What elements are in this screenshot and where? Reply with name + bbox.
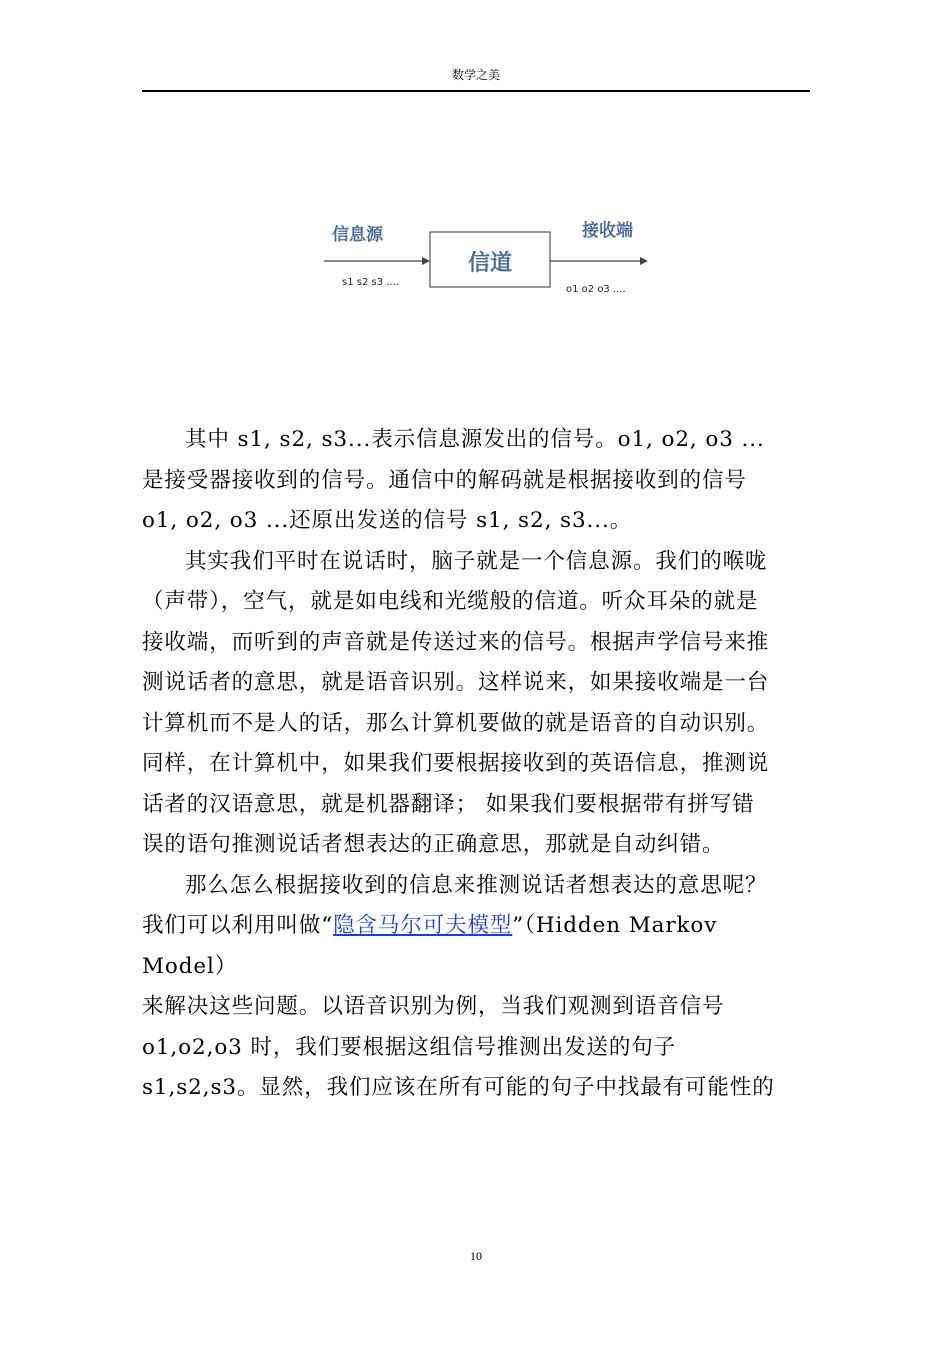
header-title: 数学之美 — [451, 68, 500, 82]
text-line: ”（Hidden Markov Model） — [142, 913, 718, 979]
text-line: o1,o2,o3 时，我们要根据这组信号推测出发送的句子 — [142, 1034, 677, 1060]
text-line: （声带），空气，就是如电线和光缆般的信道。听众耳朵的就是 — [142, 589, 759, 614]
text-line: 其中 s1, s2, s3...表示信息源发出的信号。o1, o2, o3 ... — [185, 427, 765, 452]
input-arrowhead — [422, 257, 430, 265]
paragraph-3 — [142, 866, 812, 1109]
channel-label: 信道 — [467, 251, 513, 276]
output-signals: o1 o2 o3 .... — [566, 284, 626, 295]
page-number: 10 — [470, 1249, 482, 1263]
text-line: 话者的汉语意思，就是机器翻译； 如果我们要根据带有拼写错 — [142, 791, 755, 817]
text-line: 是接受器接收到的信号。通信中的解码就是根据接收到的信号 — [142, 467, 747, 493]
body-text — [142, 420, 812, 1109]
source-label: 信息源 — [332, 225, 383, 245]
input-signals: s1 s2 s3 .... — [342, 277, 399, 288]
page-header — [142, 64, 810, 92]
text-line: 其实我们平时在说话时，脑子就是一个信息源。我们的喉咙 — [185, 548, 768, 574]
paragraph-1 — [142, 420, 812, 542]
hmm-link[interactable]: 隐含马尔可夫模型 — [333, 913, 513, 938]
text-line: 同样，在计算机中，如果我们要根据接收到的英语信息，推测说 — [142, 751, 770, 776]
text-line: 接收端，而听到的声音就是传送过来的信号。根据声学信号来推 — [142, 629, 770, 655]
paragraph-2 — [142, 542, 812, 866]
text-line: 我们可以利用叫做“ — [142, 913, 334, 938]
text-line: s1,s2,s3。显然，我们应该在所有可能的句子中找最有可能性的 — [142, 1075, 775, 1100]
channel-diagram — [318, 212, 658, 302]
text-line: 误的语句推测说话者想表达的正确意思，那就是自动纠错。 — [142, 832, 725, 857]
text-line: 测说话者的意思，就是语音识别。这样说来，如果接收端是一台 — [142, 670, 770, 695]
text-line: o1, o2, o3 ...还原出发送的信号 s1, s2, s3...。 — [142, 508, 633, 533]
text-line: 计算机而不是人的话，那么计算机要做的就是语音的自动识别。 — [142, 710, 770, 736]
text-line: 来解决这些问题。以语音识别为例，当我们观测到语音信号 — [142, 994, 725, 1019]
output-arrowhead — [640, 257, 648, 265]
text-line: 那么怎么根据接收到的信息来推测说话者想表达的意思呢？ — [185, 872, 768, 898]
receiver-label: 接收端 — [582, 221, 633, 241]
